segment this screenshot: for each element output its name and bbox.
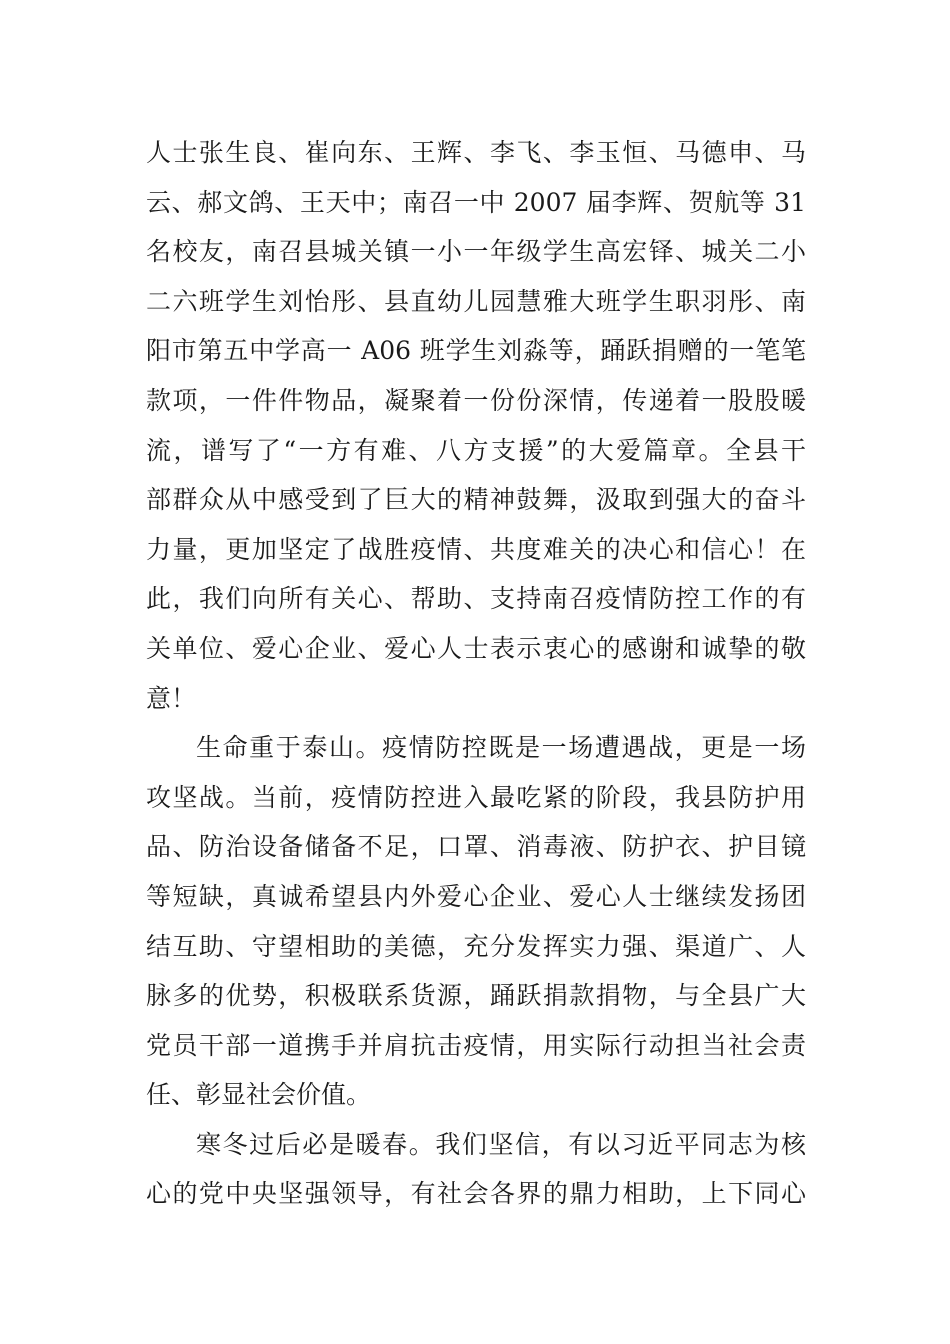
- text-line: 阳市第五中学高一 A06 班学生刘淼等，踊跃捐赠的一笔笔: [146, 336, 806, 366]
- text-line: 此，我们向所有关心、帮助、支持南召疫情防控工作的有: [146, 584, 806, 614]
- text-line: 力量，更加坚定了战胜疫情、共度难关的决心和信心！在: [146, 534, 806, 564]
- text-line: 名校友，南召县城关镇一小一年级学生高宏铎、城关二小: [146, 237, 806, 267]
- text-line: 党员干部一道携手并肩抗击疫情，用实际行动担当社会责: [146, 1030, 806, 1060]
- paragraph-first-line: 生命重于泰山。疫情防控既是一场遭遇战，更是一场: [196, 733, 806, 763]
- text-line: 云、郝文鸽、王天中；南召一中 2007 届李辉、贺航等 31: [146, 187, 806, 217]
- text-line: 脉多的优势，积极联系货源，踊跃捐款捐物，与全县广大: [146, 981, 806, 1011]
- text-line: 结互助、守望相助的美德，充分发挥实力强、渠道广、人: [146, 931, 806, 961]
- text-line: 流，谱写了“一方有难、八方支援”的大爱篇章。全县干: [146, 435, 806, 465]
- text-line: 部群众从中感受到了巨大的精神鼓舞，汲取到强大的奋斗: [146, 485, 806, 515]
- text-line: 意！: [146, 683, 197, 713]
- text-line: 攻坚战。当前，疫情防控进入最吃紧的阶段，我县防护用: [146, 782, 806, 812]
- body-text: [146, 128, 806, 1219]
- text-line: 等短缺，真诚希望县内外爱心企业、爱心人士继续发扬团: [146, 881, 806, 911]
- text-line: 品、防治设备储备不足，口罩、消毒液、防护衣、护目镜: [146, 832, 806, 862]
- text-line: 关单位、爱心企业、爱心人士表示衷心的感谢和诚挚的敬: [146, 633, 806, 663]
- paragraph-first-line: 寒冬过后必是暖春。我们坚信，有以习近平同志为核: [196, 1129, 806, 1159]
- text-line: 款项，一件件物品，凝聚着一份份深情，传递着一股股暖: [146, 385, 806, 415]
- text-line: 心的党中央坚强领导，有社会各界的鼎力相助，上下同心: [146, 1179, 806, 1209]
- text-line: 二六班学生刘怡彤、县直幼儿园慧雅大班学生职羽彤、南: [146, 286, 806, 316]
- text-line: 人士张生良、崔向东、王辉、李飞、李玉恒、马德申、马: [146, 138, 806, 167]
- text-line: 任、彰显社会价值。: [146, 1080, 372, 1110]
